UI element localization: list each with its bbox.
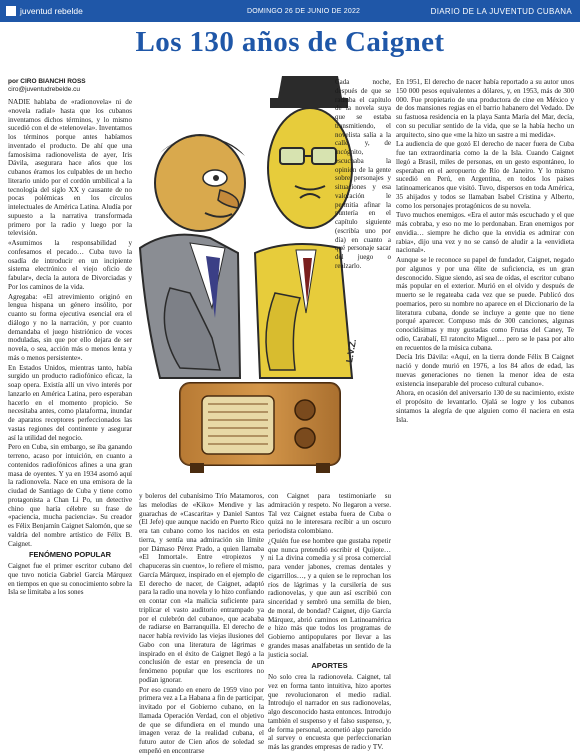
author-email[interactable]: ciro@juventudrebelde.cu: [8, 86, 81, 93]
paragraph: Caignet fue el primer escritor cubano del que tuvo noticia Gabriel García Márquez en tiempos en que su conocimiento sobre la Isla se limitaba a los sones: [8, 562, 132, 597]
logo-mark-icon: [6, 6, 16, 16]
column-2: [139, 492, 264, 755]
paragraph: Pero en Cuba, sin embargo, se iba ganando terreno, acaso por intuición, en cuanto a contenidos radiofónicos afines a una gran masa de oyentes. Y ya en 1934 asomó aquí la radionovela. Nace en una emisora de la ciudad de Santiago de Cuba y tiene como protagonista a Chan Li Po, un detective chino que haría célebre su frase de «paciencia, mucha paciencia». Su creador es Félix Benjamín Caignet Salomón, que se valdría del nombre artístico de Félix B. Caignet.: [8, 443, 132, 548]
author: por CIRO BIANCHI ROSS: [8, 78, 86, 85]
paragraph: No solo crea la radionovela. Caignet, tal vez en forma tanto intuitiva, hizo aportes que revolucionaron el medio radial. Introdujo el narrador en sus radionovelas, algo desconocido hasta entonces. Introdujo también el suspenso y el falso suspenso, y, de forma personal, acometió algo parecido al survey o encuesta que perfeccionarían más las grandes empresas de radio y TV.: [268, 673, 391, 751]
artist-signature: L.V.Z.: [344, 338, 359, 364]
paragraph: Decía Iris Dávila: «Aquí, en la tierra donde Félix B Caignet nació y donde murió en 1976, a los 84 años de edad, las nuevas generaciones no tienen la menor idea de esta existencia inseparable del proceso cultural cubano».: [396, 353, 574, 388]
left-figure: [140, 135, 245, 378]
paragraph: «Asumimos la responsabilidad y confesamos el pecado… Cuba tuvo la osadía de introducir en un incipiente sistema electrónico el viejo oficio de fabular», decía la autora de Divorciadas y Por los caminos de la vida.: [8, 239, 132, 291]
paragraph: Aunque se le reconoce su papel de fundador, Caignet, negado por algunos y por una élite de suficiencia, es un gran desconocido. Sigue siendo, así sea de oídas, el escritor cubano más popular en el exterior. Murió en el olvido y después de muerto se le regateaba cada vez que se puede. Publicó dos poemarios, pero su nombre no aparece en el Diccionario de la literatura cubana, donde se incluye a gente que no tiene porqué aparecer. Compuso más de 300 canciones, algunas conocidísimas y muy gustadas como Frutas del Caney, Te odio, Carabalí, El ratoncito Miguel… pero se le pasa por alto en recuentos de la música cubana.: [396, 256, 574, 352]
paragraph: y boleros del cubanísimo Trío Matamoros, las melodías de «Kiko» Mendive y las guarachas de «Cascarita» y Daniel Santos (El Jefe) que aunque nacido en Puerto Rico era tan cubano como los nacidos en esta tierra, y sentía una admiración sin límite por Dámaso Pérez Prado, a quien llamaba «El Inmortal». Entre «tropiezos y chapuceras sin cuento», lo refiere el mismo, García Márquez, inspirado en el ejemplo de El derecho de nacer, de Caignet, adaptó para la radio una novela y lo hizo confiando en contar con «la malicia suficiente para triplicar el vasto auditorio entrampado ya por el culebrón del cubano», que acababa de radiarse en Barranquilla. El derecho de nacer había revivido las viejas ilusiones del Gabo con una literatura de lágrimas e inspirado en el éxito de Caignet llegó a la conclusión de estar en presencia de un fenómeno popular que los escritores no podían ignorar.: [139, 492, 264, 684]
subheading: FENÓMENO POPULAR: [28, 550, 112, 560]
column-4: [396, 78, 574, 734]
paragraph: Cada noche, después de que se radiaba el capítulo de la novela suya que se estaba transmitiendo, el novelista salía a la calle, y, de incógnito, escuchaba la opinión de la gente sobre personajes y situaciones y esa valoración le permitía afinar la puntería en el capítulo siguiente (escribía uno por día) en cuanto a qué personaje sacar del juego o realzarlo.: [335, 78, 391, 270]
paragraph: En Estados Unidos, mientras tanto, había surgido un producto radiofónico eficaz, la soap opera. Existía allí un vivo interés por lanzarlo en América Latina, pero esperaban hacerlo en el momento propicio. Se necesitaba antes, como plataforma, inundar de aparatos receptores perfeccionados las vastas regiones del continente y asegurar así la utilidad del negocio.: [8, 363, 132, 442]
paragraph: Agregaba: «El atrevimiento originó en lengua hispana un género insólito, por cuanto su forma ejecutiva esencial era el diálogo y no la narración, y por cuanto demandaba el juego histriónico de voces moduladas, sin que por ello dejara de ser novela, o sea, acción más o menos lenta y más o menos persistente».: [8, 292, 132, 362]
article-title: Los 130 años de Caignet: [135, 26, 445, 58]
paragraph: con Caignet para testimoniarle su admiración y respeto. No llegaron a verse. Tal vez Caignet estaba fuera de Cuba o quizá no le interesara recibir a un oscuro periodista colombiano.: [268, 492, 391, 535]
paper-name: DIARIO DE LA JUVENTUD CUBANA: [430, 6, 572, 16]
issue-date: DOMINGO 26 DE JUNIO DE 2022: [247, 7, 361, 15]
logo[interactable]: [0, 6, 170, 16]
column-3: [268, 492, 391, 751]
column-3-top: [335, 78, 391, 488]
paragraph: ¿Quién fue ese hombre que gustaba repetir que nunca pretendió escribir el Quijote… ni La divina comedia y sí prosa comercial para vender jabones, cremas dentales y cigarrillos…, y a quien se le reprochan los ríos de lágrimas y la cursilería de sus radionovelas, y que aun así escribió con sinceridad y sembró una semilla de bien, de moral, de bondad? Caignet, dijo García Márquez, abrió caminos en Latinoamérica e hizo más que todos los programas de Gobierno antipopulares por llevar a las grandes masas analfabetas un sentido de la justicia social.: [268, 536, 391, 659]
radio-icon: [180, 383, 340, 473]
logo-text: juventud rebelde: [20, 6, 83, 16]
subheading: APORTES: [311, 661, 348, 671]
paragraph: En 1951, El derecho de nacer había reportado a su autor unos 150 000 pesos equivalentes a dólares, y, en 1953, más de 300 000. Fue propietario de una productora de cine en México y de dos mansiones regias en el barrio habanero del Vedado. De su fastuosa residencia en la playa Santa María del Mar, decía, con su peculiar sentido de la vida, que se la había hecho un arquitecto, sino que «me la hizo un sastre a mi medida».: [396, 78, 574, 139]
paragraph: Ahora, en ocasión del aniversario 130 de su nacimiento, existe el propósito de levantarlo. Ojalá se logre y los cubanos sintamos la alegría de que alguien como él naciera en esta Isla.: [396, 389, 574, 424]
paragraph: NADIE hablaba de «radionovela» ni de «novela radial» hasta que los cubanos inventamos dichos términos, y lo mismo sucedió con el de «telenovela». Inventamos los términos porque antes habíamos inventado el producto. De ahí que una famosísima radionovelista de ayer, Iris Dávila, asegurara hace años que los cubanos éramos los culpables de un hecho literario unido por el cordón umbilical a la tecnología del siglo XX y causante de no pocas polémicas en los círculos intelectuales de América Latina. Aludía por supuesto a la narrativa transformada primero por la radio y luego por la televisión.: [8, 98, 132, 238]
column-1: [8, 78, 132, 734]
paragraph: La audiencia de que gozó El derecho de nacer fuera de Cuba fue tan extraordinaria como la de la Isla. Cuando Caignet llegó a Brasil, miles de personas, en un gesto espontáneo, lo esperaban en el aeropuerto de Río de Janeiro. Y lo mismo sucedió en Perú, en Argentina, en todos los países latinoamericanos que visitó. Tuvo, dispersos en toda América, 35 ahijados y todos se llamaban Isabel Cristina y Alberto, como los personajes protagónicos de su novela.: [396, 140, 574, 210]
byline: [8, 78, 132, 94]
masthead-bar: [0, 0, 580, 22]
paragraph: Tuvo muchos enemigos. «Era el autor más escuchado y el que más cobraba, y eso no me lo perdonaban. Eran enemigos por envidia… siempre he dicho que la envidia es admirar con rabia», dijo una vez y no se cansó de aludir a la «envidieta nacional».: [396, 211, 574, 255]
paragraph: Por eso cuando en enero de 1959 vino por primera vez a La Habana a fin de participar, invitado por el Gobierno cubano, en la llamada Operación Verdad, con el objetivo de que se difundiera en el mundo una imagen veraz de la realidad cubana, el futuro autor de Cien años de soledad se empeñó en encontrarse: [139, 685, 264, 755]
